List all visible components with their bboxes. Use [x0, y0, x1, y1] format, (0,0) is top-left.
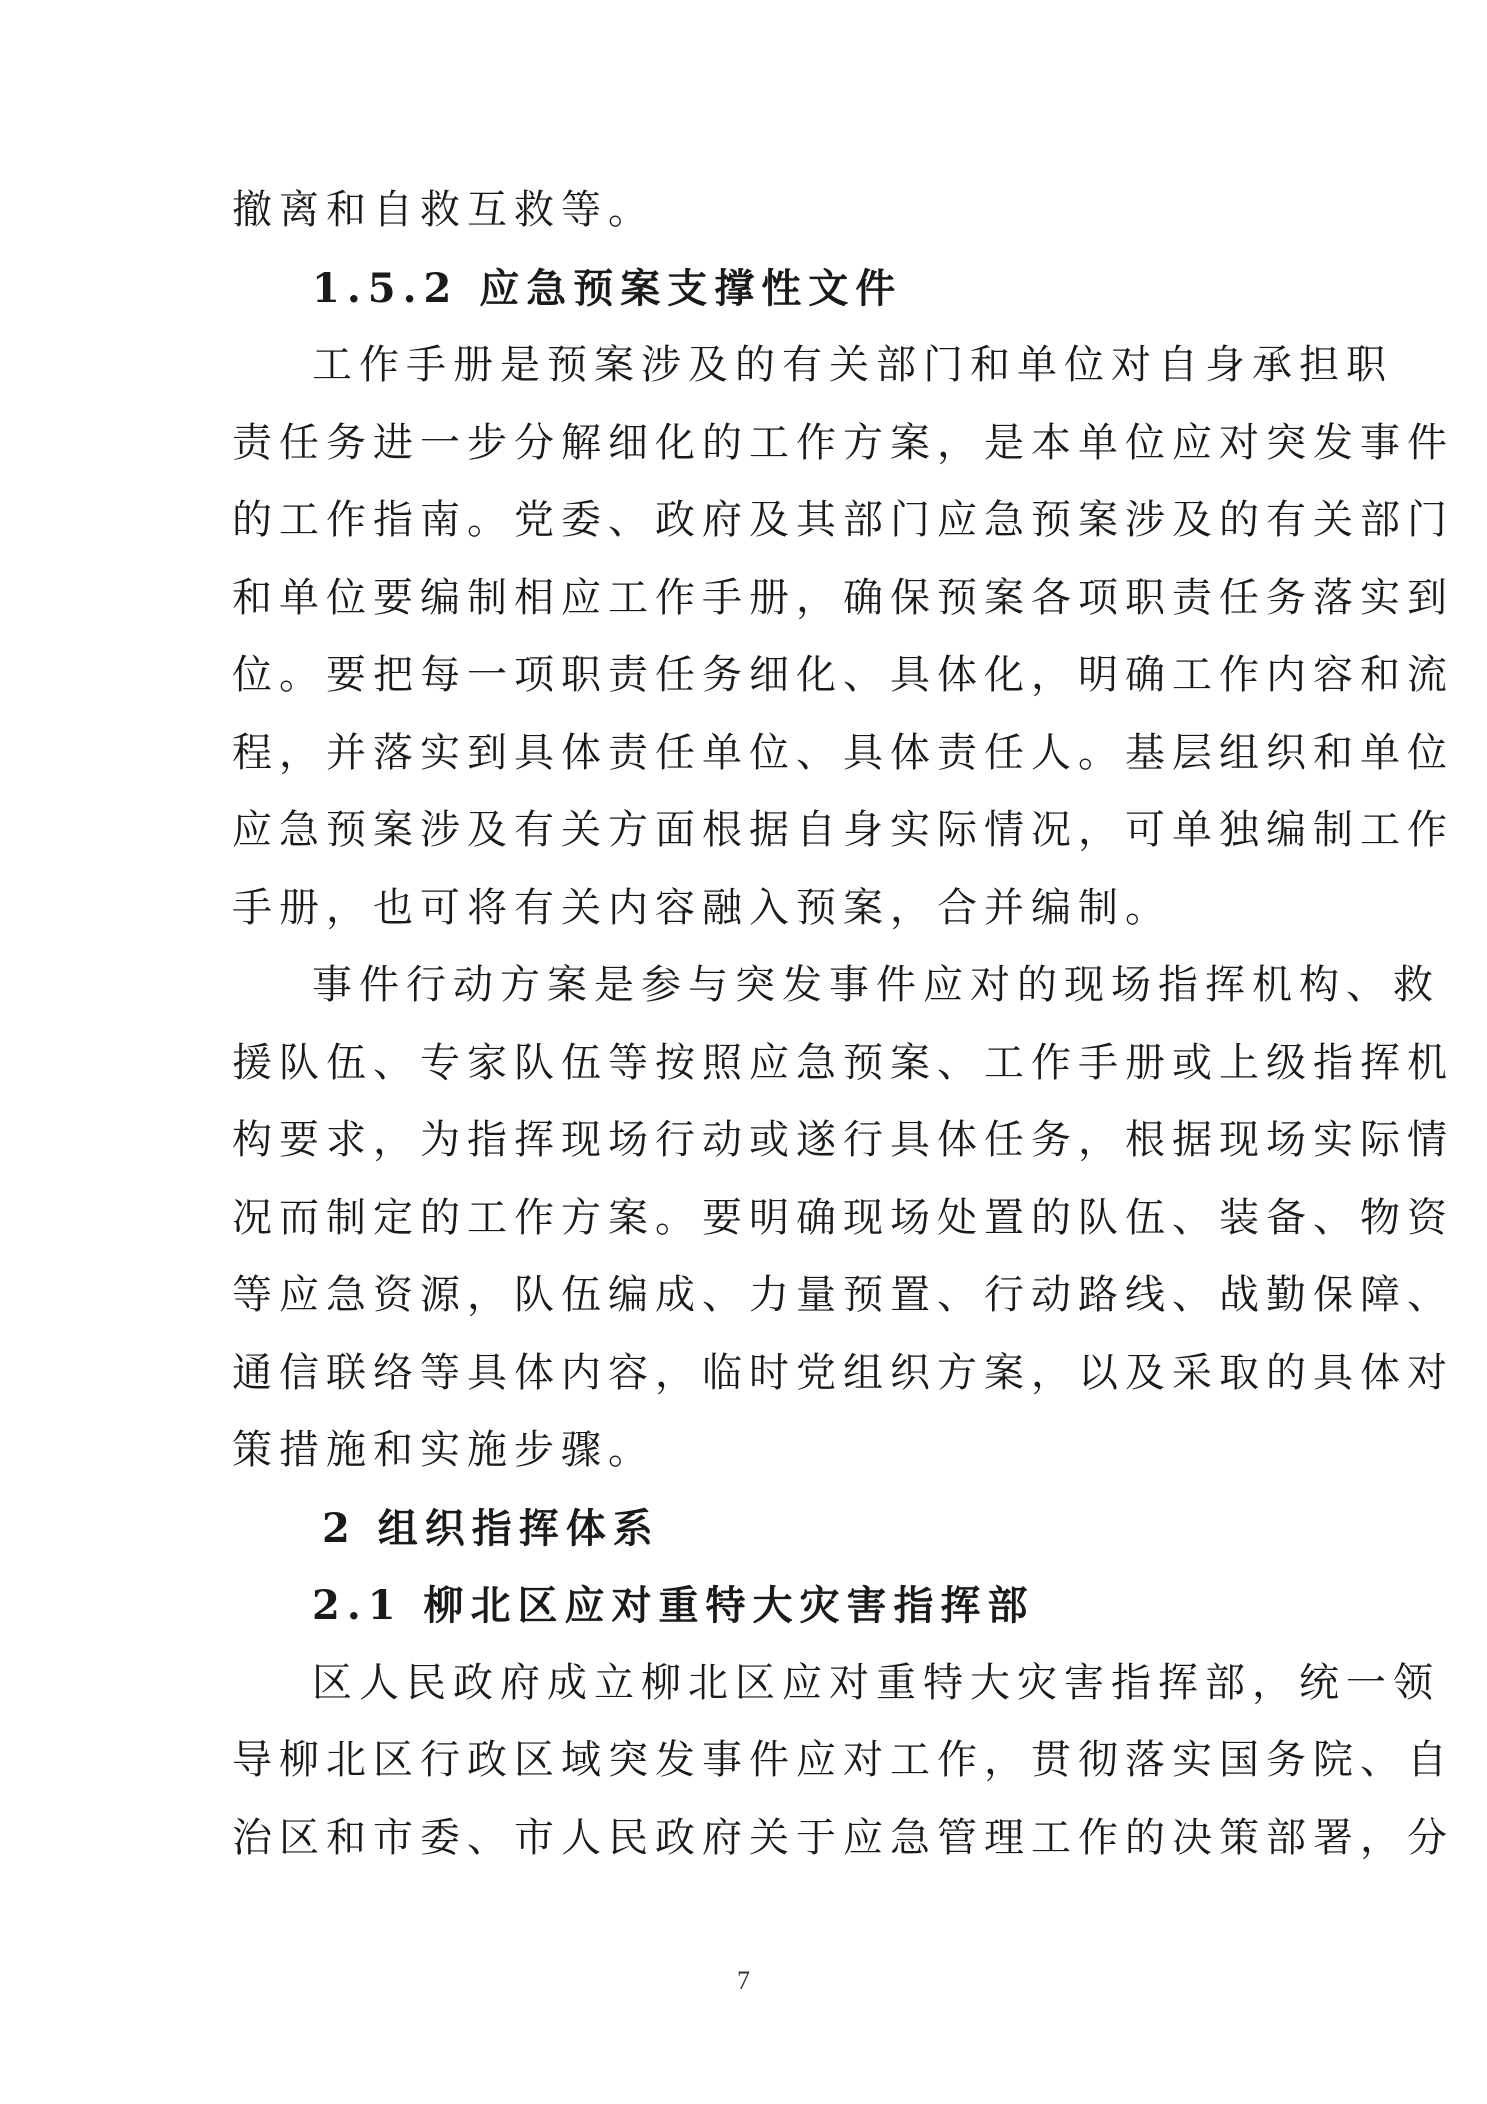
body-text-line: 治区和市委、市人民政府关于应急管理工作的决策部署，分 [232, 1814, 1454, 1861]
body-text-line: 援队伍、专家队伍等按照应急预案、工作手册或上级指挥机 [232, 1039, 1454, 1086]
body-text-line: 程，并落实到具体责任单位、具体责任人。基层组织和单位 [232, 729, 1454, 776]
body-text-line: 撤离和自救互救等。 [232, 187, 655, 233]
body-text-line: 的工作指南。党委、政府及其部门应急预案涉及的有关部门 [232, 497, 1454, 543]
body-text-line: 手册，也可将有关内容融入预案，合并编制。 [232, 884, 1172, 931]
body-text-line: 通信联络等具体内容，临时党组织方案，以及采取的具体对 [232, 1349, 1454, 1396]
body-text-line: 导柳北区行政区域突发事件应对工作，贯彻落实国务院、自 [232, 1737, 1454, 1783]
body-text-line: 构要求，为指挥现场行动或遂行具体任务，根据现场实际情 [232, 1117, 1454, 1163]
document-body [232, 172, 1454, 1877]
body-text-line: 应急预案涉及有关方面根据自身实际情况，可单独编制工作 [232, 807, 1454, 853]
body-text-line: 况而制定的工作方案。要明确现场处置的队伍、装备、物资 [232, 1194, 1454, 1241]
body-text-line: 区人民政府成立柳北区应对重特大灾害指挥部，统一领 [312, 1659, 1440, 1706]
body-text-line: 策措施和实施步骤。 [232, 1427, 655, 1473]
section-heading: 2 组织指挥体系 [322, 1504, 660, 1552]
subsection-heading: 2.1 柳北区应对重特大灾害指挥部 [312, 1582, 1035, 1629]
subsection-heading: 1.5.2 应急预案支撑性文件 [312, 264, 903, 312]
page-number: 7 [737, 1966, 750, 1995]
body-text-line: 工作手册是预案涉及的有关部门和单位对自身承担职 [312, 342, 1393, 388]
body-text-line: 等应急资源，队伍编成、力量预置、行动路线、战勤保障、 [232, 1272, 1454, 1318]
body-text-line: 和单位要编制相应工作手册，确保预案各项职责任务落实到 [232, 574, 1454, 621]
body-text-line: 责任务进一步分解细化的工作方案，是本单位应对突发事件 [232, 419, 1454, 466]
body-text-line: 事件行动方案是参与突发事件应对的现场指挥机构、救 [312, 962, 1440, 1008]
body-text-line: 位。要把每一项职责任务细化、具体化，明确工作内容和流 [232, 652, 1454, 698]
